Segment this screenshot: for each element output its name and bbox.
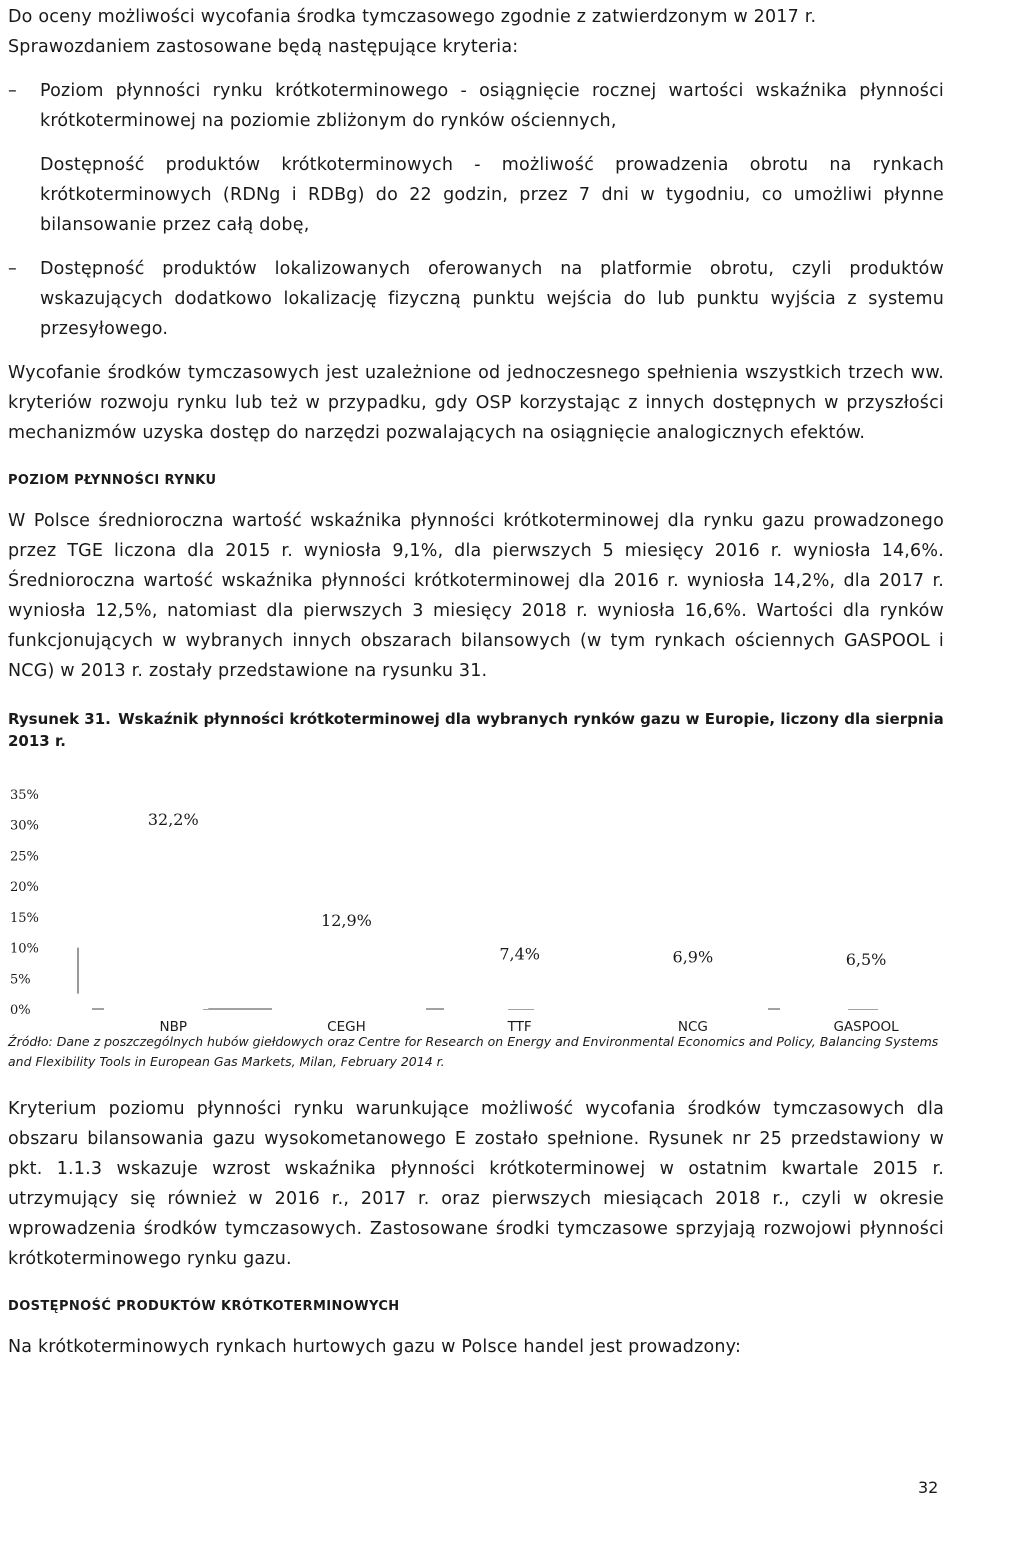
data-label: 12,9% [321, 910, 372, 930]
figure-caption [8, 708, 944, 752]
bar-nbp [138, 811, 208, 1009]
page-number: 32 [918, 1478, 939, 1497]
chart-canvas [8, 752, 944, 1032]
liquidity-bar-chart [8, 752, 944, 1032]
document-page [8, 2, 944, 1362]
criterion-localized-products [8, 254, 944, 344]
criterion-text: Dostępność produktów krótkoterminowych - możliwość prowadzenia obrotu na rynkach krótkoterminowych (RDNg i RDBg) do 22 godzin, przez 7 dni w tygodniu, co umożliwi płynne bilansowanie przez całą dobę, [40, 155, 944, 235]
y-tick-label: 15% [10, 910, 39, 926]
criterion-text: Poziom płynności rynku krótkoterminowego - osiągnięcie rocznej wartości wskaźnika płynności krótkoterminowej na poziomie zbliżonym do rynków ościennych, [40, 81, 944, 131]
section-heading-liquidity: POZIOM PŁYNNOŚCI RYNKU [8, 473, 217, 488]
bullet-dash: – [8, 81, 17, 101]
intro-line-2: Sprawozdaniem zastosowane będą następujące kryteria: [8, 37, 519, 57]
y-tick-label: 10% [10, 941, 39, 957]
bullet-dash: – [8, 259, 17, 279]
after-chart-paragraph: Kryterium poziomu płynności rynku warunkujące możliwość wycofania środków tymczasowych dla obszaru bilansowania gazu wysokometanowego E zostało spełnione. Rysunek nr 25 przedstawiony w pkt. 1.1.3 wskazuje wzrost wskaźnika płynności krótkoterminowej w ostatnim kwartale 2015 r. utrzymujący się również w 2016 r., 2017 r. oraz pierwszych miesiącach 2018 r., czyli w okresie wprowadzenia środków tymczasowych. Zastosowane środki tymczasowe sprzyjają rozwojowi płynności krótkoterminowego rynku gazu. [8, 1099, 944, 1269]
x-tick-label: NCG [677, 1019, 708, 1032]
y-tick-label: 5% [10, 972, 31, 988]
data-label: 6,9% [672, 947, 714, 967]
y-tick-label: 35% [10, 788, 39, 803]
x-tick-label: NBP [159, 1019, 188, 1032]
criterion-availability [8, 150, 944, 240]
y-tick-label: 20% [10, 880, 39, 896]
bar-cegh [311, 930, 381, 1009]
data-label: 7,4% [499, 944, 540, 964]
x-tick-label: GASPOOL [833, 1019, 899, 1032]
figure-title: Wskaźnik płynności krótkoterminowej dla wybranych rynków gazu w Europie, liczony dla sierpnia 2013 r. [8, 710, 944, 750]
y-tick-label: 0% [10, 1003, 31, 1018]
criterion-text: Dostępność produktów lokalizowanych oferowanych na platformie obrotu, czyli produktów wskazujących dodatkowo lokalizację fizyczną punktu wejścia do lub punktu wyjścia z systemu przesyłowego. [40, 259, 944, 339]
bar-ttf [485, 964, 555, 1009]
withdrawal-paragraph: Wycofanie środków tymczasowych jest uzależnione od jednoczesnego spełnienia wszystkich trzech ww. kryteriów rozwoju rynku lub też w przypadku, gdy OSP korzystając z innych dostępnych w przyszłości mechanizmów uzyska dostęp do narzędzi pozwalających na osiągnięcie analogicznych efektów. [8, 363, 944, 443]
y-tick-label: 25% [10, 849, 39, 865]
criterion-liquidity [8, 76, 944, 136]
y-tick-label: 30% [10, 818, 39, 834]
intro-line-1: Do oceny możliwości wycofania środka tymczasowego zgodnie z zatwierdzonym w 2017 r. [8, 7, 817, 27]
figure-label: Rysunek 31. [8, 710, 111, 728]
x-tick-label: TTF [507, 1019, 532, 1032]
bar-ncg [658, 967, 728, 1009]
section-heading-products: DOSTĘPNOŚĆ PRODUKTÓW KRÓTKOTERMINOWYCH [8, 1299, 400, 1314]
bar-gaspool [831, 969, 901, 1009]
products-paragraph: Na krótkoterminowych rynkach hurtowych gazu w Polsce handel jest prowadzony: [8, 1337, 742, 1357]
figure-source: Źródło: Dane z poszczególnych hubów giełdowych oraz Centre for Research on Energy and Environmental Economics and Policy, Balancing Systems and Flexibility Tools in European Gas Markets, Milan, February 2014 r. [8, 1034, 939, 1069]
data-label: 6,5% [845, 950, 887, 970]
data-label: 32,2% [147, 810, 199, 830]
x-tick-label: CEGH [327, 1019, 366, 1032]
liquidity-paragraph: W Polsce średnioroczna wartość wskaźnika płynności krótkoterminowej dla rynku gazu prowadzonego przez TGE liczona dla 2015 r. wyniosła 9,1%, dla pierwszych 5 miesięcy 2016 r. wyniosła 14,6%. Średnioroczna wartość wskaźnika płynności krótkoterminowej dla 2016 r. wyniosła 14,2%, dla 2017 r. wyniosła 12,5%, natomiast dla pierwszych 3 miesięcy 2018 r. wyniosła 16,6%. Wartości dla rynków funkcjonujących w wybranych innych obszarach bilansowych (w tym rynkach ościennych GASPOOL i NCG) w 2013 r. zostały przedstawione na rysunku 31. [8, 511, 944, 681]
